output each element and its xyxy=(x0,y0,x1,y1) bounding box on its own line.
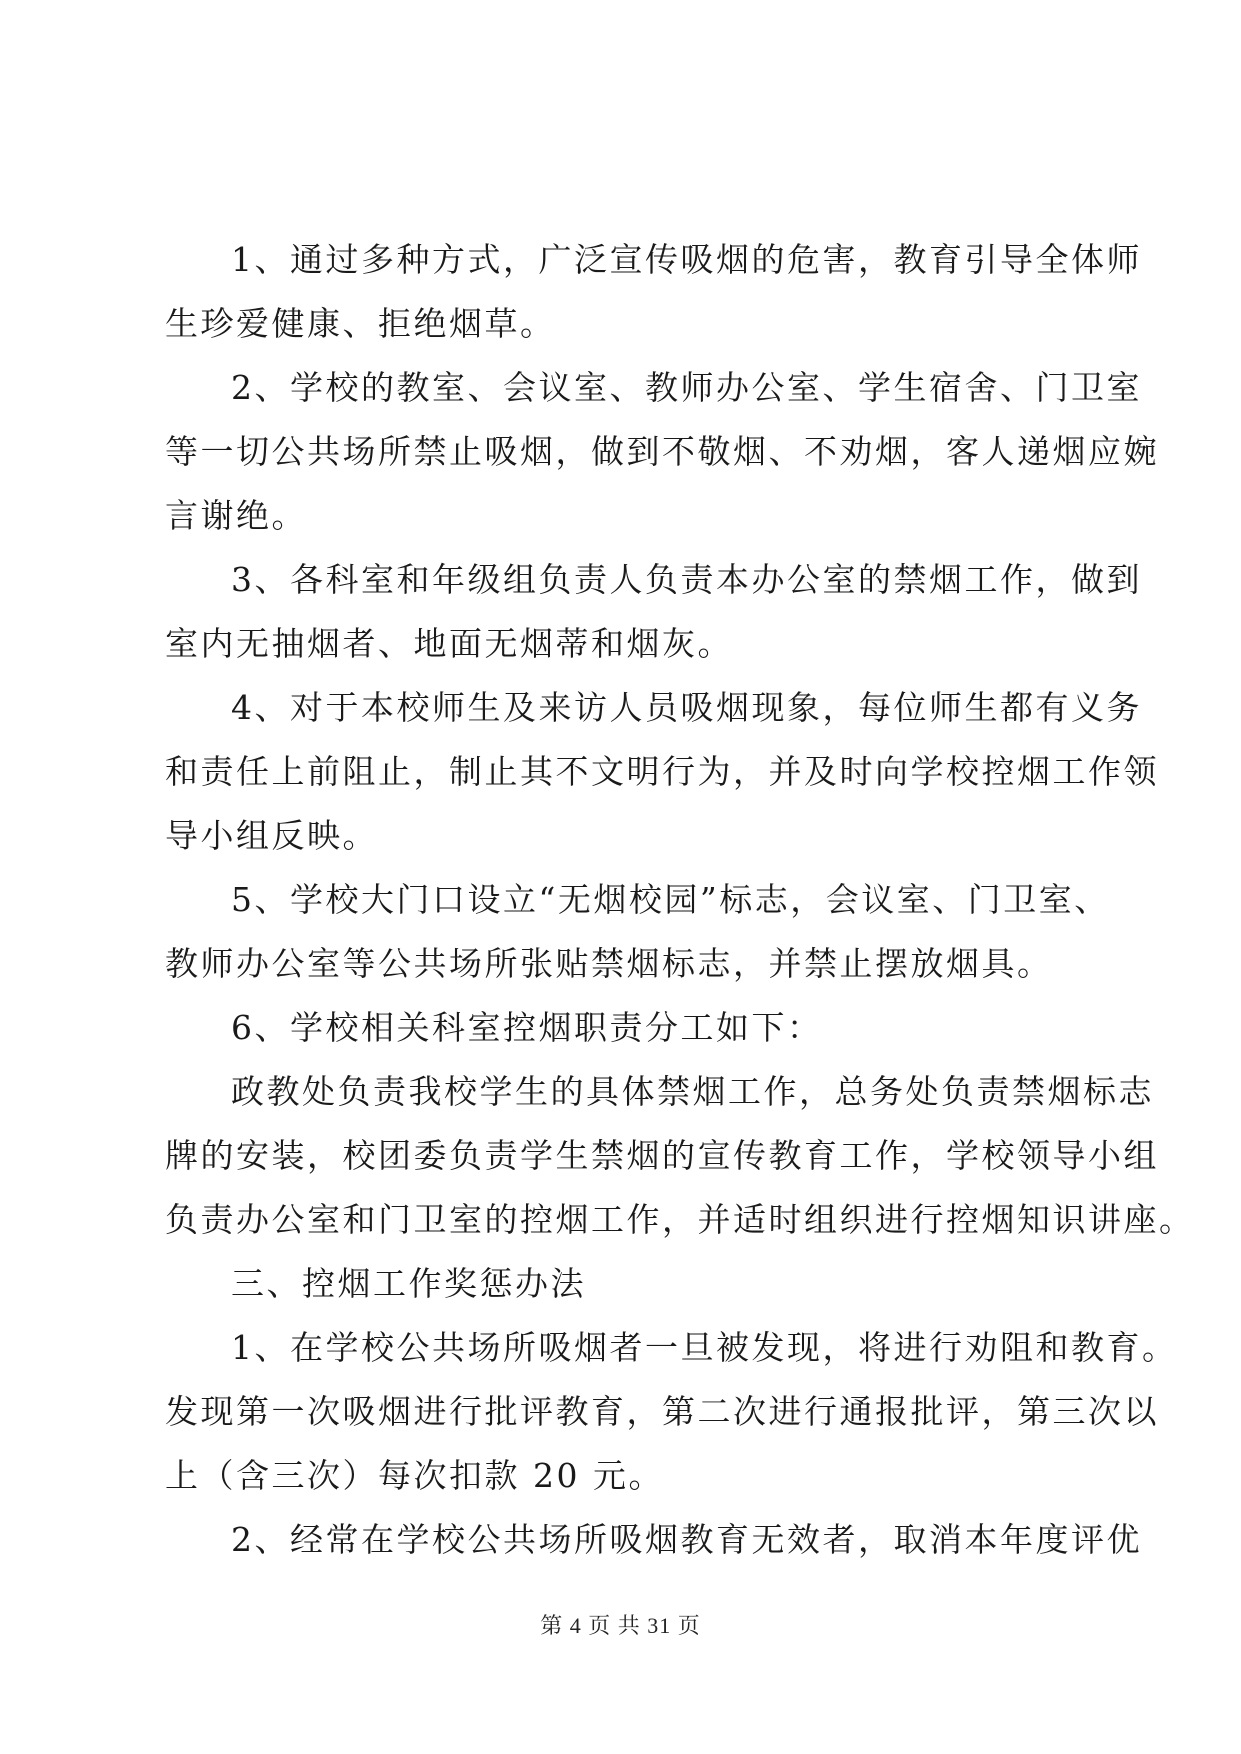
page-number-footer: 第 4 页 共 31 页 xyxy=(540,1613,701,1638)
text-line: 1、在学校公共场所吸烟者一旦被发现，将进行劝阻和教育。 xyxy=(231,1328,1178,1367)
text-line: 4、对于本校师生及来访人员吸烟现象，每位师生都有义务 xyxy=(231,688,1142,727)
text-line: 2、学校的教室、会议室、教师办公室、学生宿舍、门卫室 xyxy=(231,368,1142,407)
text-line: 1、通过多种方式，广泛宣传吸烟的危害，教育引导全体师 xyxy=(231,240,1142,279)
text-line: 等一切公共场所禁止吸烟，做到不敬烟、不劝烟，客人递烟应婉 xyxy=(165,432,1159,471)
text-line: 6、学校相关科室控烟职责分工如下： xyxy=(231,1008,823,1047)
text-line: 室内无抽烟者、地面无烟蒂和烟灰。 xyxy=(165,624,733,663)
text-line: 政教处负责我校学生的具体禁烟工作，总务处负责禁烟标志 xyxy=(231,1072,1154,1111)
text-line: 负责办公室和门卫室的控烟工作，并适时组织进行控烟知识讲座。 xyxy=(165,1200,1195,1239)
text-line: 生珍爱健康、拒绝烟草。 xyxy=(165,304,556,343)
body-text xyxy=(165,228,1195,1572)
text-line: 发现第一次吸烟进行批评教育，第二次进行通报批评，第三次以 xyxy=(165,1392,1159,1431)
text-line: 言谢绝。 xyxy=(165,496,307,535)
text-line: 2、经常在学校公共场所吸烟教育无效者，取消本年度评优 xyxy=(231,1520,1142,1559)
text-line: 牌的安装，校团委负责学生禁烟的宣传教育工作，学校领导小组 xyxy=(165,1136,1159,1175)
text-line: 上（含三次）每次扣款 20 元。 xyxy=(165,1456,664,1495)
text-line: 5、学校大门口设立“无烟校园”标志，会议室、门卫室、 xyxy=(231,880,1110,919)
text-line: 3、各科室和年级组负责人负责本办公室的禁烟工作，做到 xyxy=(231,560,1142,599)
text-line: 和责任上前阻止，制止其不文明行为，并及时向学校控烟工作领 xyxy=(165,752,1159,791)
text-line: 教师办公室等公共场所张贴禁烟标志，并禁止摆放烟具。 xyxy=(165,944,1053,983)
section-heading: 三、控烟工作奖惩办法 xyxy=(231,1264,586,1303)
text-line: 导小组反映。 xyxy=(165,816,378,855)
